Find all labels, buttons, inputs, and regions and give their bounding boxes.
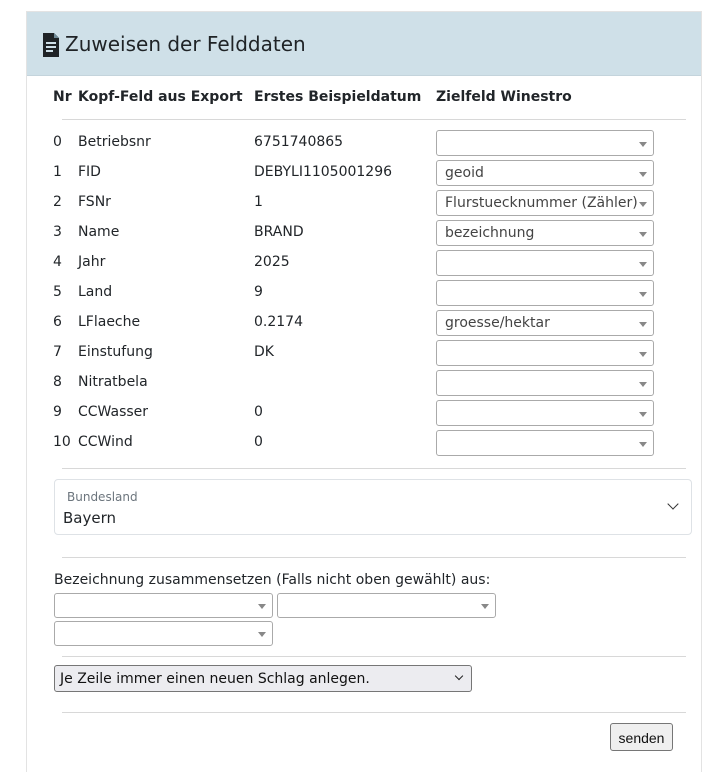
row-example-value: 9 — [254, 284, 263, 300]
bundesland-label: Bundesland — [67, 490, 138, 504]
document-icon — [41, 32, 61, 58]
row-number: 5 — [53, 284, 62, 300]
target-field-value: Flurstuecknummer (Zähler) — [445, 195, 638, 211]
dropdown-arrow-icon — [639, 382, 647, 387]
dropdown-arrow-icon — [639, 142, 647, 147]
row-example-value: 0 — [254, 404, 263, 420]
row-field-name: CCWasser — [78, 404, 149, 420]
row-example-value: 2025 — [254, 254, 290, 270]
row-example-value: 1 — [254, 194, 263, 210]
row-number: 2 — [53, 194, 62, 210]
row-number: 10 — [53, 434, 71, 450]
row-number: 9 — [53, 404, 62, 420]
divider — [62, 468, 686, 469]
row-number: 3 — [53, 224, 62, 240]
row-example-value: DK — [254, 344, 274, 360]
dropdown-arrow-icon — [639, 202, 647, 207]
dropdown-arrow-icon — [639, 262, 647, 267]
bundesland-value: Bayern — [63, 509, 116, 527]
bundesland-select[interactable] — [54, 479, 692, 535]
column-header-zielfeld: Zielfeld Winestro — [436, 89, 572, 105]
divider — [62, 656, 686, 657]
chevron-down-icon — [455, 672, 463, 680]
page-title: Zuweisen der Felddaten — [65, 32, 306, 56]
target-field-select[interactable] — [436, 130, 654, 156]
row-example-value: 0.2174 — [254, 314, 303, 330]
dropdown-arrow-icon — [639, 412, 647, 417]
target-field-select[interactable] — [436, 160, 654, 186]
target-field-select[interactable] — [436, 370, 654, 396]
row-field-name: Land — [78, 284, 113, 300]
bezeichnung-select-3[interactable] — [54, 621, 273, 646]
row-number: 6 — [53, 314, 62, 330]
bezeichnung-label: Bezeichnung zusammensetzen (Falls nicht oben gewählt) aus: — [54, 572, 491, 588]
dropdown-arrow-icon — [258, 604, 266, 609]
row-number: 0 — [53, 134, 62, 150]
target-field-select[interactable] — [436, 220, 654, 246]
dropdown-arrow-icon — [639, 352, 647, 357]
row-example-value: 6751740865 — [254, 134, 344, 150]
target-field-value: bezeichnung — [445, 225, 535, 241]
target-field-select[interactable] — [436, 340, 654, 366]
target-field-select[interactable] — [436, 430, 654, 456]
row-number: 4 — [53, 254, 62, 270]
row-field-name: LFlaeche — [78, 314, 141, 330]
panel-header — [27, 12, 701, 76]
dropdown-arrow-icon — [481, 604, 489, 609]
column-header-kopf-feld: Kopf-Feld aus Export — [78, 89, 243, 105]
target-field-select[interactable] — [436, 310, 654, 336]
column-header-nr: Nr — [53, 89, 72, 105]
target-field-value: groesse/hektar — [445, 315, 550, 331]
row-field-name: FID — [78, 164, 101, 180]
chevron-down-icon — [667, 498, 678, 509]
field-mapping-panel — [26, 11, 702, 772]
dropdown-arrow-icon — [639, 322, 647, 327]
row-field-name: Nitratbela — [78, 374, 148, 390]
row-field-name: CCWind — [78, 434, 133, 450]
schlag-mode-select[interactable] — [54, 665, 472, 692]
bezeichnung-select-2[interactable] — [277, 593, 496, 618]
dropdown-arrow-icon — [639, 172, 647, 177]
target-field-select[interactable] — [436, 400, 654, 426]
column-header-beispieldatum: Erstes Beispieldatum — [254, 89, 422, 105]
target-field-value: geoid — [445, 165, 484, 181]
send-button[interactable]: senden — [610, 723, 673, 751]
row-example-value: 0 — [254, 434, 263, 450]
target-field-select[interactable] — [436, 190, 654, 216]
dropdown-arrow-icon — [639, 442, 647, 447]
divider — [62, 119, 686, 120]
bezeichnung-select-1[interactable] — [54, 593, 273, 618]
row-example-value: BRAND — [254, 224, 304, 240]
divider — [62, 557, 686, 558]
row-number: 1 — [53, 164, 62, 180]
row-example-value: DEBYLI1105001296 — [254, 164, 393, 180]
divider — [62, 712, 686, 713]
row-field-name: Einstufung — [78, 344, 153, 360]
row-number: 8 — [53, 374, 62, 390]
dropdown-arrow-icon — [258, 632, 266, 637]
schlag-mode-value: Je Zeile immer einen neuen Schlag anlegen. — [60, 671, 370, 687]
row-field-name: Betriebsnr — [78, 134, 151, 150]
dropdown-arrow-icon — [639, 292, 647, 297]
row-field-name: FSNr — [78, 194, 111, 210]
row-field-name: Jahr — [78, 254, 106, 270]
row-field-name: Name — [78, 224, 120, 240]
dropdown-arrow-icon — [639, 232, 647, 237]
row-number: 7 — [53, 344, 62, 360]
target-field-select[interactable] — [436, 250, 654, 276]
target-field-select[interactable] — [436, 280, 654, 306]
